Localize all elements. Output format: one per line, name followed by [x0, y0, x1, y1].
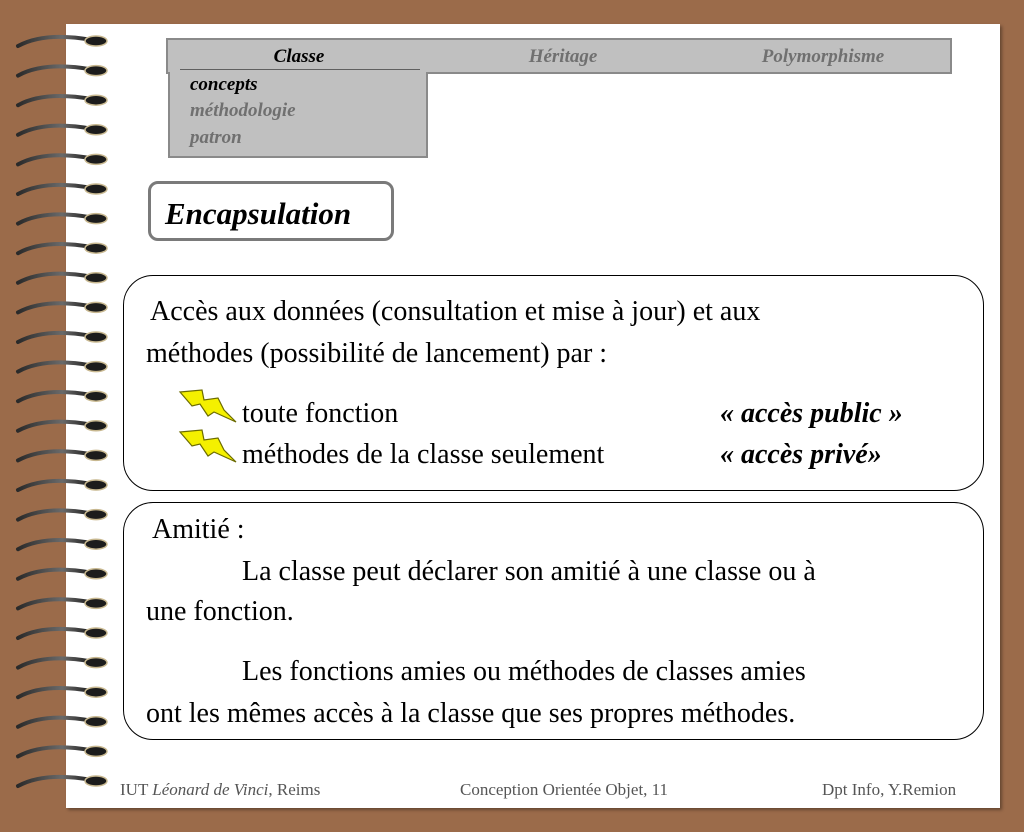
binding-ring — [18, 215, 92, 224]
title-box — [148, 181, 394, 241]
binding-ring — [18, 96, 92, 105]
friendship-p1-line2: une fonction. — [146, 596, 294, 627]
bullet-private-text: méthodes de la classe seulement — [242, 439, 605, 470]
binding-ring — [18, 392, 92, 401]
friendship-p2-line1: Les fonctions amies ou méthodes de classes amies — [242, 656, 806, 687]
binding-hole — [85, 95, 107, 105]
binding-hole — [85, 421, 107, 431]
binding-hole — [85, 776, 107, 786]
footer-left — [120, 780, 320, 800]
binding-ring — [18, 629, 92, 638]
binding-hole — [85, 658, 107, 668]
binding-hole — [85, 184, 107, 194]
binding-hole — [85, 125, 107, 135]
binding-hole — [85, 480, 107, 490]
binding-ring — [18, 155, 92, 164]
access-line-2: méthodes (possibilité de lancement) par : — [146, 338, 608, 369]
binding-ring — [18, 659, 92, 668]
binding-ring — [18, 511, 92, 520]
binding-ring — [18, 540, 92, 549]
spiral-binding — [0, 20, 120, 810]
submenu-item-concepts[interactable]: concepts — [190, 74, 258, 95]
binding-ring — [18, 718, 92, 727]
binding-ring — [18, 363, 92, 372]
submenu-item-methodologie[interactable]: méthodologie — [190, 100, 296, 121]
binding-ring — [18, 688, 92, 697]
tab-heritage[interactable]: Héritage — [528, 46, 598, 67]
friendship-heading: Amitié : — [152, 514, 245, 545]
binding-hole — [85, 746, 107, 756]
binding-hole — [85, 243, 107, 253]
slide-title: Encapsulation — [165, 196, 352, 231]
binding-ring — [18, 747, 92, 756]
friendship-p2-line2: ont les mêmes accès à la classe que ses propres méthodes. — [146, 698, 796, 729]
binding-ring — [18, 244, 92, 253]
binding-ring — [18, 422, 92, 431]
binding-hole — [85, 332, 107, 342]
footer-left-suffix: , Reims — [268, 780, 321, 799]
footer-left-italic: Léonard de Vinci — [152, 780, 269, 799]
binding-hole — [85, 154, 107, 164]
binding-ring — [18, 570, 92, 579]
binding-hole — [85, 717, 107, 727]
binding-hole — [85, 539, 107, 549]
binding-hole — [85, 569, 107, 579]
binding-ring — [18, 274, 92, 283]
binding-ring — [18, 37, 92, 46]
binding-hole — [85, 598, 107, 608]
binding-hole — [85, 391, 107, 401]
tab-classe[interactable]: Classe — [273, 46, 325, 67]
active-tab-underline — [180, 69, 420, 70]
binding-ring — [18, 777, 92, 786]
binding-hole — [85, 450, 107, 460]
friendship-p1-line1: La classe peut déclarer son amitié à une classe ou à — [242, 556, 816, 587]
binding-ring — [18, 333, 92, 342]
tab-polymorphisme[interactable]: Polymorphisme — [761, 46, 885, 67]
binding-ring — [18, 599, 92, 608]
binding-hole — [85, 214, 107, 224]
binding-hole — [85, 273, 107, 283]
binding-hole — [85, 36, 107, 46]
lightning-bolt-icon — [178, 428, 238, 464]
bullet-public-text: toute fonction — [242, 398, 399, 429]
submenu-item-patron[interactable]: patron — [190, 127, 242, 148]
footer-left-prefix: IUT — [120, 780, 153, 799]
binding-ring — [18, 451, 92, 460]
bullet-private-access: « accès privé» — [720, 439, 882, 470]
binding-ring — [18, 126, 92, 135]
binding-hole — [85, 687, 107, 697]
binding-hole — [85, 362, 107, 372]
binding-ring — [18, 481, 92, 490]
binding-ring — [18, 67, 92, 76]
binding-ring — [18, 303, 92, 312]
access-line-1: Accès aux données (consultation et mise à jour) et aux — [150, 296, 761, 327]
binding-ring — [18, 185, 92, 194]
binding-hole — [85, 302, 107, 312]
lightning-bolt-icon — [178, 388, 238, 424]
footer-right: Dpt Info, Y.Remion — [822, 780, 957, 799]
nav-submenu — [168, 72, 428, 158]
bullet-public-access: « accès public » — [720, 398, 903, 429]
footer-center: Conception Orientée Objet, 11 — [460, 780, 669, 799]
binding-hole — [85, 510, 107, 520]
binding-hole — [85, 628, 107, 638]
binding-hole — [85, 66, 107, 76]
